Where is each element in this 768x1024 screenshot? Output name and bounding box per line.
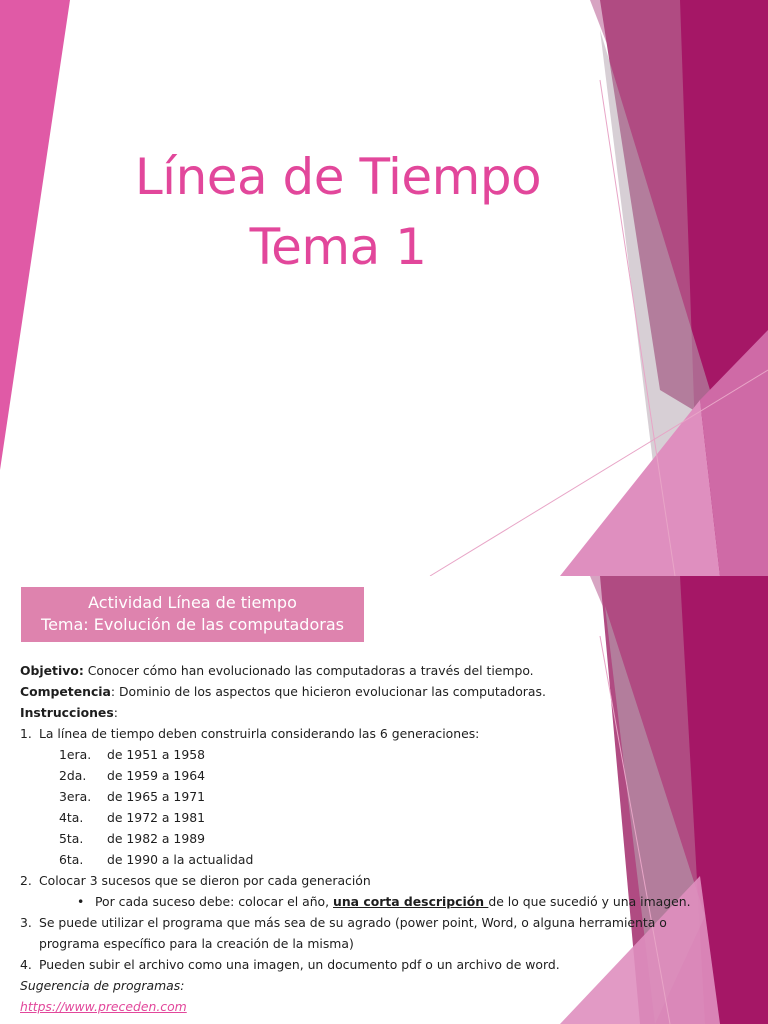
- list-number: 2.: [20, 873, 32, 888]
- list-item-text: La línea de tiempo deben construirla considerando las 6 generaciones:: [39, 726, 480, 741]
- bullet-text-pre: Por cada suceso debe: colocar el año,: [95, 894, 334, 909]
- instructions-colon: :: [113, 705, 118, 720]
- generation-range: de 1951 a 1958: [107, 747, 205, 762]
- generation-range: de 1965 a 1971: [107, 789, 205, 804]
- list-item: [20, 912, 667, 933]
- generation-range: de 1972 a 1981: [107, 810, 205, 825]
- instructions-label: Instrucciones: [20, 705, 114, 720]
- list-number: 1.: [20, 726, 32, 741]
- preceden-link[interactable]: https://www.preceden.com: [20, 999, 187, 1014]
- generation-ordinal: 3era.: [59, 789, 92, 804]
- bullet-text-post: de lo que sucedió y una imagen.: [488, 894, 691, 909]
- objective-line: [20, 660, 660, 681]
- generation-ordinal: 5ta.: [59, 831, 84, 846]
- objective-label: Objetivo:: [20, 663, 84, 678]
- generation-ordinal: 6ta.: [59, 852, 84, 867]
- generation-range: de 1990 a la actualidad: [107, 852, 254, 867]
- instructions-heading: [20, 702, 660, 723]
- instructions-body: [20, 660, 691, 1017]
- suggestion-label: Sugerencia de programas:: [20, 978, 185, 993]
- generation-item: [20, 786, 660, 807]
- list-item: [20, 954, 660, 975]
- list-item: [20, 870, 660, 891]
- generation-item: [20, 807, 660, 828]
- list-item-text: Pueden subir el archivo como una imagen, un documento pdf o un archivo de word.: [39, 957, 560, 972]
- generation-item: [20, 828, 660, 849]
- generation-range: de 1982 a 1989: [107, 831, 205, 846]
- competence-text: : Dominio de los aspectos que hicieron evolucionar las computadoras.: [110, 684, 546, 699]
- bullet-item: [20, 891, 691, 912]
- slide-title-line-1: Línea de Tiempo: [134, 148, 542, 206]
- generation-range: de 1959 a 1964: [107, 768, 205, 783]
- generation-ordinal: 4ta.: [59, 810, 84, 825]
- list-item-text: Se puede utilizar el programa que más sea de su agrado (power point, Word, o alguna herramienta o: [39, 915, 667, 930]
- list-item-text: Colocar 3 sucesos que se dieron por cada generación: [39, 873, 371, 888]
- instructions-slide: [0, 576, 768, 1024]
- list-item: [20, 723, 660, 744]
- competence-label: Competencia: [20, 684, 111, 699]
- activity-header-line-2: Tema: Evolución de las computadoras: [41, 615, 344, 634]
- list-item-continuation: programa específico para la creación de la misma): [39, 936, 354, 951]
- generation-ordinal: 1era.: [59, 747, 92, 762]
- bullet-emphasis: una corta descripción: [333, 894, 489, 909]
- activity-header: [21, 587, 364, 642]
- generation-item: [20, 744, 660, 765]
- list-number: 3.: [20, 915, 32, 930]
- activity-header-line-1: Actividad Línea de tiempo: [88, 593, 297, 612]
- generation-item: [20, 765, 660, 786]
- slide-title-line-2: Tema 1: [249, 218, 427, 276]
- list-number: 4.: [20, 957, 32, 972]
- generation-item: [20, 849, 660, 870]
- objective-text: Conocer cómo han evolucionado las computadoras a través del tiempo.: [83, 663, 534, 678]
- competence-line: [20, 681, 660, 702]
- generation-ordinal: 2da.: [59, 768, 87, 783]
- bullet-icon: •: [77, 894, 85, 909]
